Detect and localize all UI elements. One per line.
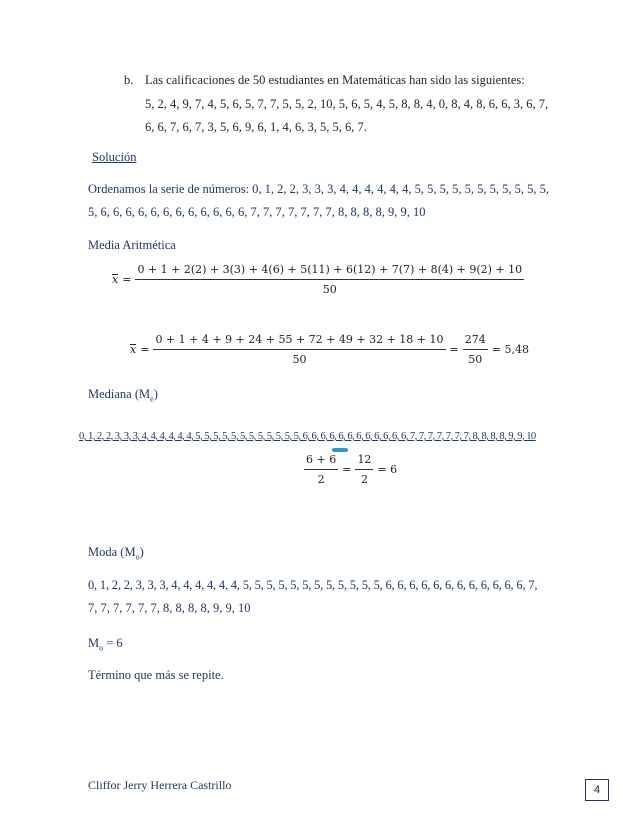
mean-fraction-1: [135, 263, 524, 296]
equals-sign-2: =: [140, 343, 150, 356]
equals-sign-3: =: [449, 343, 459, 356]
equals-sign: =: [122, 273, 132, 286]
mean-heading: Media Aritmética: [88, 238, 176, 252]
mean-equation-1: [112, 263, 524, 296]
problem-data-line-2: 6, 6, 7, 6, 7, 3, 5, 6, 9, 6, 1, 4, 6, 3, 5, 5, 6, 7.: [145, 120, 367, 134]
median-heading: [88, 387, 158, 404]
mode-heading-sub: o: [135, 552, 140, 562]
mean-numerator-1: 0 + 1 + 2(2) + 3(3) + 4(6) + 5(11) + 6(12) + 7(7) + 8(4) + 9(2) + 10: [135, 263, 524, 280]
mean-equation-2: [130, 333, 529, 366]
mode-note: Término que más se repite.: [88, 668, 224, 682]
median-result: = 6: [377, 463, 398, 476]
median-series: 0, 1, 2, 2, 3, 3, 3, 4, 4, 4, 4, 4, 4, 5, 5, 5, 5, 5, 5, 5, 5, 5, 5, 5, 5, 6, 6, 6, 6, 6, 6, 6, 6, 6, 6, 6, 6, 7, 7, 7, 7, 7, 7, 7, 8, 8, 8, 8, 9, 9, 10: [79, 431, 536, 442]
mean-result: = 5,48: [491, 343, 529, 356]
mean-denominator-2: 50: [292, 353, 307, 366]
median-denominator-2: 2: [360, 473, 368, 486]
median-fraction-1: [304, 453, 338, 486]
median-heading-text: Mediana (M: [88, 387, 151, 401]
mean-symbol: x: [112, 273, 119, 286]
mode-result: [88, 636, 123, 653]
mode-result-sub: o: [99, 643, 104, 653]
median-equation: [304, 453, 397, 486]
mode-series-line-1: 0, 1, 2, 2, 3, 3, 3, 4, 4, 4, 4, 4, 4, 5, 5, 5, 5, 5, 5, 5, 5, 5, 5, 5, 5, 6, 6, 6, 6, 6, 6, 6, 6, 6, 6, 6, 6, 7,: [88, 578, 538, 592]
median-denominator-1: 2: [317, 473, 325, 486]
page-number: 4: [585, 779, 609, 801]
median-numerator-1: 6 + 6: [304, 453, 338, 470]
mode-heading: [88, 545, 144, 562]
problem-data-line-1: 5, 2, 4, 9, 7, 4, 5, 6, 5, 7, 7, 5, 5, 2, 10, 5, 6, 5, 4, 5, 8, 8, 4, 0, 8, 4, 8, 6, 6, 3, 6, 7,: [145, 97, 549, 111]
mode-result-symbol: M: [88, 636, 100, 650]
mean-fraction-3: [463, 333, 488, 366]
mode-result-value: = 6: [103, 636, 123, 650]
mean-symbol-2: x: [130, 343, 137, 356]
mean-numerator-2: 0 + 1 + 4 + 9 + 24 + 55 + 72 + 49 + 32 + 18 + 10: [153, 333, 445, 350]
ordered-series-line-2: 5, 6, 6, 6, 6, 6, 6, 6, 6, 6, 6, 6, 6, 7, 7, 7, 7, 7, 7, 7, 8, 8, 8, 8, 9, 9, 10: [88, 205, 426, 219]
median-heading-sub: e: [150, 394, 154, 404]
problem-statement: Las calificaciones de 50 estudiantes en Matemáticas han sido las siguientes:: [145, 73, 525, 87]
problem-label: b.: [124, 73, 134, 87]
mean-numerator-3: 274: [463, 333, 488, 350]
solution-heading: Solución: [92, 150, 137, 164]
ordered-series-line-1: Ordenamos la serie de números: 0, 1, 2, 2, 3, 3, 3, 4, 4, 4, 4, 4, 4, 5, 5, 5, 5, 5, 5, 5, 5, 5, 5, 5,: [88, 182, 550, 196]
mean-denominator-3: 50: [468, 353, 483, 366]
mean-fraction-2: [153, 333, 445, 366]
median-numerator-2: 12: [355, 453, 373, 470]
mean-denominator-1: 50: [322, 283, 337, 296]
mode-heading-close: ): [139, 545, 144, 559]
mode-series-line-2: 7, 7, 7, 7, 7, 7, 8, 8, 8, 8, 9, 9, 10: [88, 601, 251, 615]
median-fraction-2: [355, 453, 373, 486]
footer-author: Cliffor Jerry Herrera Castrillo: [88, 778, 232, 792]
median-equals: =: [342, 463, 352, 476]
median-heading-close: ): [153, 387, 158, 401]
median-position-marker: [332, 448, 348, 452]
mode-heading-text: Moda (M: [88, 545, 136, 559]
